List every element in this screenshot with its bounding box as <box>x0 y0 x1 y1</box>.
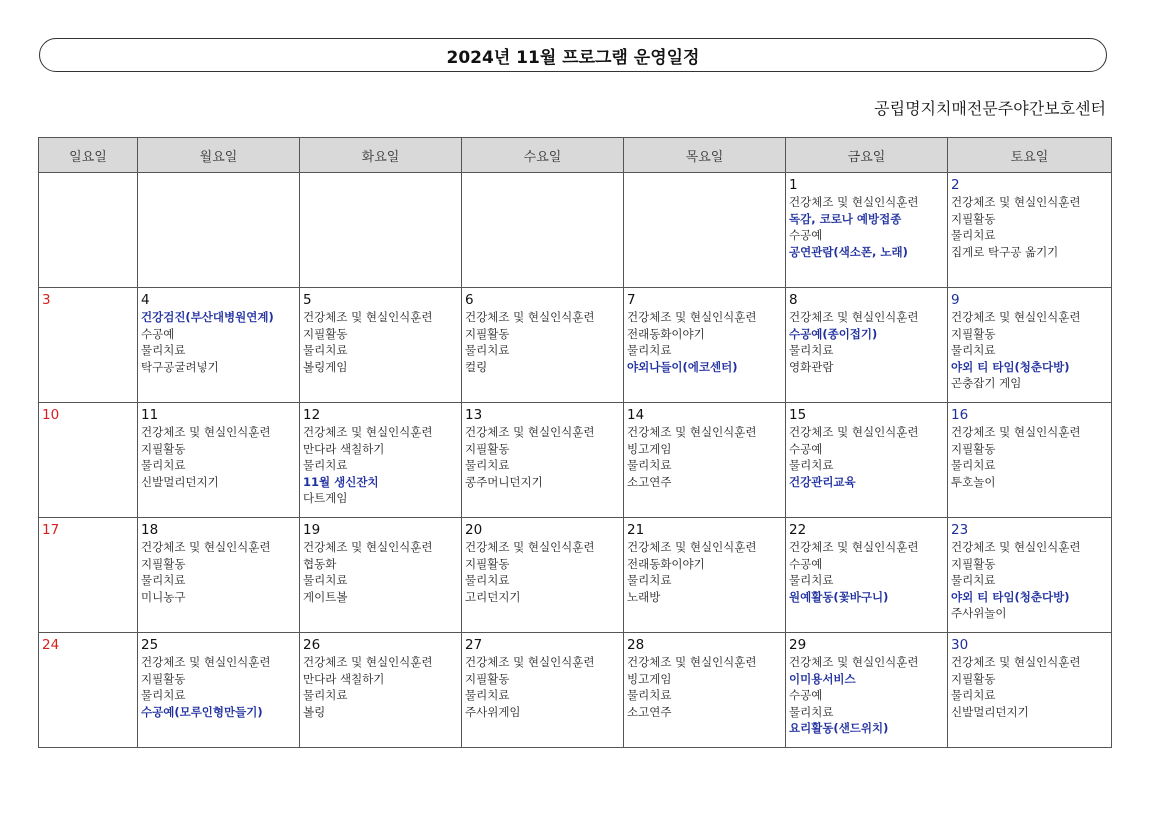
day-cell <box>138 403 300 518</box>
day-cell <box>624 173 786 288</box>
activity: 건강체조 및 현실인식훈련 <box>951 540 1081 554</box>
week-row <box>39 518 1112 633</box>
activity: 건강체조 및 현실인식훈련 <box>789 425 919 439</box>
schedule-title: 2024년 11월 프로그램 운영일정 <box>39 38 1107 72</box>
activity: 볼링게임 <box>303 359 348 374</box>
weekday-header-monday: 월요일 <box>138 138 300 173</box>
day-cell <box>138 288 300 403</box>
day-cell <box>39 518 138 633</box>
day-cell <box>624 633 786 748</box>
activity: 물리치료 <box>951 688 996 702</box>
activity: 물리치료 <box>141 458 186 472</box>
activity: 주사위게임 <box>465 704 521 719</box>
activity: 건강체조 및 현실인식훈련 <box>951 195 1081 209</box>
activity: 건강체조 및 현실인식훈련 <box>141 655 271 669</box>
day-cell <box>948 633 1112 748</box>
day-cell <box>462 288 624 403</box>
day-cell <box>300 173 462 288</box>
activity: 컬링 <box>465 359 488 374</box>
activity: 물리치료 <box>951 228 996 242</box>
day-cell <box>462 518 624 633</box>
day-number: 20 <box>465 522 483 538</box>
day-cell <box>786 288 948 403</box>
calendar-body <box>39 173 1112 748</box>
activity: 물리치료 <box>303 688 348 702</box>
activity: 물리치료 <box>789 573 834 587</box>
activity: 물리치료 <box>141 573 186 587</box>
week-row <box>39 633 1112 748</box>
week-row <box>39 288 1112 403</box>
day-number: 4 <box>141 292 150 308</box>
day-number: 18 <box>141 522 159 538</box>
activity: 수공예 <box>789 228 823 242</box>
special-activity: 수공예(모루인형만들기) <box>141 704 263 719</box>
activity: 건강체조 및 현실인식훈련 <box>465 540 595 554</box>
day-cell <box>948 173 1112 288</box>
activity: 물리치료 <box>465 573 510 587</box>
day-number: 21 <box>627 522 645 538</box>
day-cell <box>948 403 1112 518</box>
day-number: 27 <box>465 637 483 653</box>
day-cell <box>786 403 948 518</box>
day-cell <box>138 633 300 748</box>
special-activity: 야외 티 타임(청춘다방) <box>951 359 1070 374</box>
activity: 물리치료 <box>141 688 186 702</box>
day-cell <box>300 633 462 748</box>
activity: 투호놀이 <box>951 474 996 489</box>
activity: 물리치료 <box>465 343 510 357</box>
activity: 지필활동 <box>141 441 186 456</box>
special-activity: 요리활동(샌드위치) <box>789 721 889 735</box>
activity: 건강체조 및 현실인식훈련 <box>303 540 433 554</box>
activity: 지필활동 <box>141 671 186 686</box>
day-cell <box>39 403 138 518</box>
special-activity: 독감, 코로나 예방접종 <box>789 211 902 226</box>
activity: 지필활동 <box>951 556 996 571</box>
activity: 물리치료 <box>951 573 996 587</box>
weekday-header-tuesday: 화요일 <box>300 138 462 173</box>
day-number: 6 <box>465 292 474 308</box>
special-activity: 야외 티 타임(청춘다방) <box>951 589 1070 604</box>
activity: 게이트볼 <box>303 589 348 604</box>
activity: 건강체조 및 현실인식훈련 <box>303 425 433 439</box>
activity: 지필활동 <box>465 556 510 571</box>
special-activity: 수공예(종이접기) <box>789 326 878 341</box>
day-number: 7 <box>627 292 636 308</box>
activity: 건강체조 및 현실인식훈련 <box>789 540 919 554</box>
activity: 집게로 탁구공 옮기기 <box>951 244 1059 259</box>
activity: 전래동화이야기 <box>627 326 705 341</box>
activity: 물리치료 <box>789 343 834 357</box>
activity: 물리치료 <box>951 343 996 357</box>
activity: 물리치료 <box>303 573 348 587</box>
day-number: 24 <box>42 637 60 653</box>
activity: 물리치료 <box>627 688 672 702</box>
special-activity: 이미용서비스 <box>789 671 856 686</box>
activity: 건강체조 및 현실인식훈련 <box>627 655 757 669</box>
activity: 건강체조 및 현실인식훈련 <box>303 655 433 669</box>
activity: 곤충잡기 게임 <box>951 376 1022 390</box>
calendar-table <box>38 137 1112 748</box>
activity: 물리치료 <box>627 573 672 587</box>
day-cell <box>786 518 948 633</box>
day-cell <box>624 288 786 403</box>
day-number: 16 <box>951 407 969 423</box>
activity: 물리치료 <box>627 343 672 357</box>
weekday-header-sunday: 일요일 <box>39 138 138 173</box>
day-number: 30 <box>951 637 969 653</box>
activity: 건강체조 및 현실인식훈련 <box>627 540 757 554</box>
activity: 건강체조 및 현실인식훈련 <box>951 655 1081 669</box>
activity: 탁구공굴려넣기 <box>141 359 219 374</box>
activity: 신발멀리던지기 <box>141 474 219 489</box>
day-cell <box>786 173 948 288</box>
activity: 지필활동 <box>465 441 510 456</box>
day-number: 26 <box>303 637 321 653</box>
day-number: 23 <box>951 522 969 538</box>
activity: 건강체조 및 현실인식훈련 <box>303 310 433 324</box>
weekday-header-row <box>39 138 1112 173</box>
day-number: 14 <box>627 407 645 423</box>
activity: 영화관람 <box>789 359 834 374</box>
activity: 협동화 <box>303 556 337 571</box>
day-cell <box>300 288 462 403</box>
day-cell <box>39 633 138 748</box>
weekday-header-wednesday: 수요일 <box>462 138 624 173</box>
day-number: 19 <box>303 522 321 538</box>
activity: 만다라 색칠하기 <box>303 441 385 456</box>
activity: 건강체조 및 현실인식훈련 <box>951 310 1081 324</box>
activity: 지필활동 <box>465 326 510 341</box>
day-number: 5 <box>303 292 312 308</box>
day-cell <box>624 403 786 518</box>
weekday-header-saturday: 토요일 <box>948 138 1112 173</box>
activity: 전래동화이야기 <box>627 556 705 571</box>
activity: 지필활동 <box>951 211 996 226</box>
day-number: 28 <box>627 637 645 653</box>
day-number: 13 <box>465 407 483 423</box>
activity: 물리치료 <box>627 458 672 472</box>
activity: 빙고게임 <box>627 441 672 456</box>
activity: 물리치료 <box>465 458 510 472</box>
activity: 건강체조 및 현실인식훈련 <box>951 425 1081 439</box>
day-cell <box>948 518 1112 633</box>
activity: 건강체조 및 현실인식훈련 <box>141 425 271 439</box>
activity: 물리치료 <box>789 458 834 472</box>
activity: 미니농구 <box>141 589 186 604</box>
day-cell <box>462 173 624 288</box>
special-activity: 원예활동(꽃바구니) <box>789 589 889 604</box>
day-cell <box>462 403 624 518</box>
day-number: 15 <box>789 407 807 423</box>
weekday-header-friday: 금요일 <box>786 138 948 173</box>
day-number: 17 <box>42 522 60 538</box>
special-activity: 건강검진(부산대병원연계) <box>141 310 274 324</box>
day-cell <box>786 633 948 748</box>
activity: 건강체조 및 현실인식훈련 <box>141 540 271 554</box>
activity: 신발멀리던지기 <box>951 704 1029 719</box>
day-cell <box>948 288 1112 403</box>
day-number: 29 <box>789 637 807 653</box>
day-cell <box>39 288 138 403</box>
activity: 건강체조 및 현실인식훈련 <box>465 310 595 324</box>
day-cell <box>300 518 462 633</box>
activity: 볼링 <box>303 704 326 719</box>
activity: 주사위놀이 <box>951 606 1007 620</box>
day-number: 11 <box>141 407 159 423</box>
activity: 물리치료 <box>465 688 510 702</box>
activity: 소고연주 <box>627 704 672 719</box>
day-cell <box>300 403 462 518</box>
activity: 다트게임 <box>303 491 348 505</box>
activity: 물리치료 <box>303 458 348 472</box>
activity: 물리치료 <box>303 343 348 357</box>
activity: 건강체조 및 현실인식훈련 <box>789 195 919 209</box>
activity: 건강체조 및 현실인식훈련 <box>789 310 919 324</box>
day-number: 1 <box>789 177 798 193</box>
day-number: 10 <box>42 407 60 423</box>
activity: 소고연주 <box>627 474 672 489</box>
week-row <box>39 403 1112 518</box>
activity: 건강체조 및 현실인식훈련 <box>465 655 595 669</box>
activity: 고리던지기 <box>465 589 521 604</box>
day-number: 3 <box>42 292 51 308</box>
activity: 만다라 색칠하기 <box>303 671 385 686</box>
center-name: 공립명지치매전문주야간보호센터 <box>874 99 1106 118</box>
activity: 노래방 <box>627 589 661 604</box>
activity: 지필활동 <box>951 326 996 341</box>
day-cell <box>624 518 786 633</box>
day-cell <box>138 518 300 633</box>
activity: 수공예 <box>789 441 823 456</box>
special-activity: 건강관리교육 <box>789 474 856 489</box>
day-number: 2 <box>951 177 960 193</box>
day-number: 25 <box>141 637 159 653</box>
day-cell <box>462 633 624 748</box>
activity: 콩주머니던지기 <box>465 474 543 489</box>
activity: 빙고게임 <box>627 671 672 686</box>
activity: 지필활동 <box>303 326 348 341</box>
activity: 물리치료 <box>789 704 834 719</box>
activity: 물리치료 <box>951 458 996 472</box>
weekday-header-thursday: 목요일 <box>624 138 786 173</box>
day-number: 8 <box>789 292 798 308</box>
activity: 수공예 <box>789 688 823 702</box>
activity: 수공예 <box>141 326 175 341</box>
activity: 건강체조 및 현실인식훈련 <box>627 425 757 439</box>
day-cell <box>39 173 138 288</box>
activity: 물리치료 <box>141 343 186 357</box>
activity: 지필활동 <box>465 671 510 686</box>
activity: 건강체조 및 현실인식훈련 <box>627 310 757 324</box>
day-number: 9 <box>951 292 960 308</box>
activity: 건강체조 및 현실인식훈련 <box>465 425 595 439</box>
special-activity: 공연관람(색소폰, 노래) <box>789 244 908 259</box>
special-activity: 11월 생신잔치 <box>303 474 379 489</box>
activity: 건강체조 및 현실인식훈련 <box>789 655 919 669</box>
activity: 수공예 <box>789 556 823 571</box>
activity: 지필활동 <box>951 671 996 686</box>
week-row <box>39 173 1112 288</box>
activity: 지필활동 <box>141 556 186 571</box>
day-number: 12 <box>303 407 321 423</box>
day-cell <box>138 173 300 288</box>
activity: 지필활동 <box>951 441 996 456</box>
special-activity: 야외나들이(에코센터) <box>627 359 738 374</box>
day-number: 22 <box>789 522 807 538</box>
